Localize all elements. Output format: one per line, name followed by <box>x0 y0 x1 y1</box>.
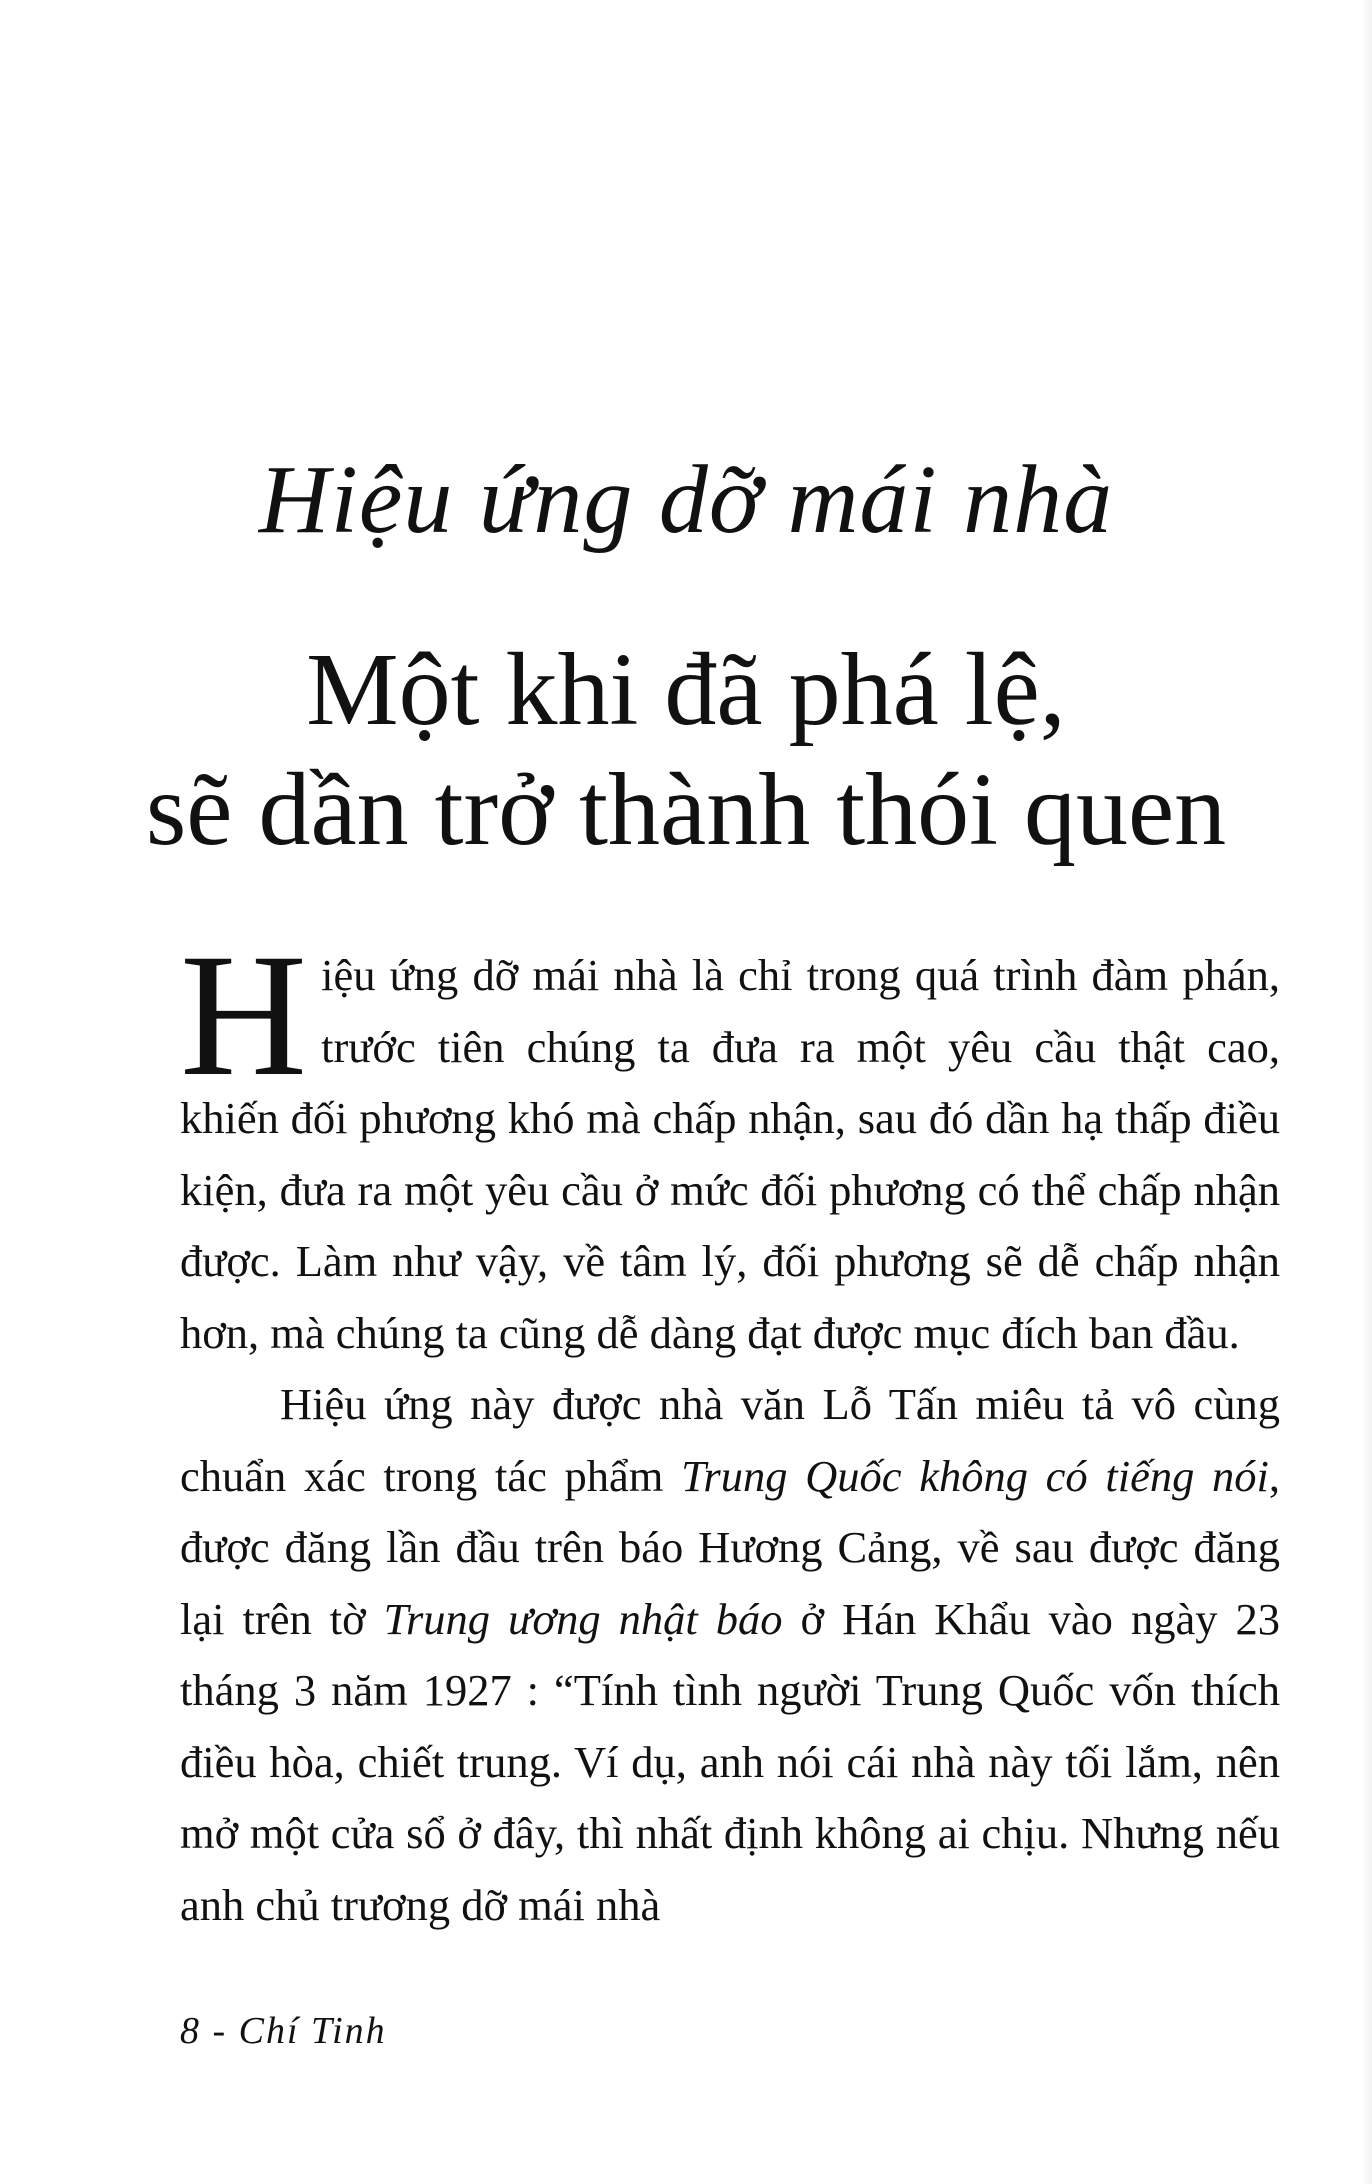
body-text <box>180 918 1281 1941</box>
book-title-italic: Trung Quốc không có tiếng nói <box>681 1450 1269 1501</box>
paragraph-2-text-3: ở Hán Khẩu vào ngày 23 tháng 3 năm 1927 : “Tính tình người Trung Quốc vốn thích điều hòa, chiết trung. Ví dụ, anh nói cái nhà này tối lắm, nên mở một cửa sổ ở đây, thì nhất định không ai chịu. Nhưng nếu anh chủ trương dỡ mái nhà <box>180 1593 1280 1930</box>
newspaper-title-italic: Trung ương nhật báo <box>383 1593 783 1644</box>
chapter-label: Hiệu ứng dỡ mái nhà <box>258 446 1114 554</box>
author-name: Chí Tinh <box>238 2010 387 2052</box>
chapter-title <box>0 630 1372 870</box>
page-footer <box>180 2006 387 2056</box>
paragraph-2-text-2: , được đăng lần đầu trên báo Hương Cảng, về sau được đăng lại trên tờ <box>180 1450 1281 1644</box>
footer-separator: - <box>212 2010 228 2052</box>
paragraph-1-text: iệu ứng dỡ mái nhà là chỉ trong quá trình đàm phán, trước tiên chúng ta đưa ra một yêu cầu thật cao, khiến đối phương khó mà chấp nhận, sau đó dần hạ thấp điều kiện, đưa ra một yêu cầu ở mức đối phương có thể chấp nhận được. Làm như vậy, về tâm lý, đối phương sẽ dễ chấp nhận hơn, mà chúng ta cũng dễ dàng đạt được mục đích ban đầu. <box>180 950 1280 1358</box>
paragraph-2 <box>180 1369 1280 1941</box>
chapter-title-line-2: sẽ dần trở thành thói quen <box>145 752 1227 867</box>
chapter-title-line-1: Một khi đã phá lệ, <box>306 632 1066 747</box>
paragraph-2-text-1: Hiệu ứng này được nhà văn Lỗ Tấn miêu tả vô cùng chuẩn xác trong tác phẩm <box>180 1379 1280 1501</box>
paragraph-1 <box>180 918 1280 1369</box>
drop-cap: H <box>180 918 308 1113</box>
page-number: 8 <box>180 2010 201 2052</box>
page-edge <box>1362 0 1372 2184</box>
